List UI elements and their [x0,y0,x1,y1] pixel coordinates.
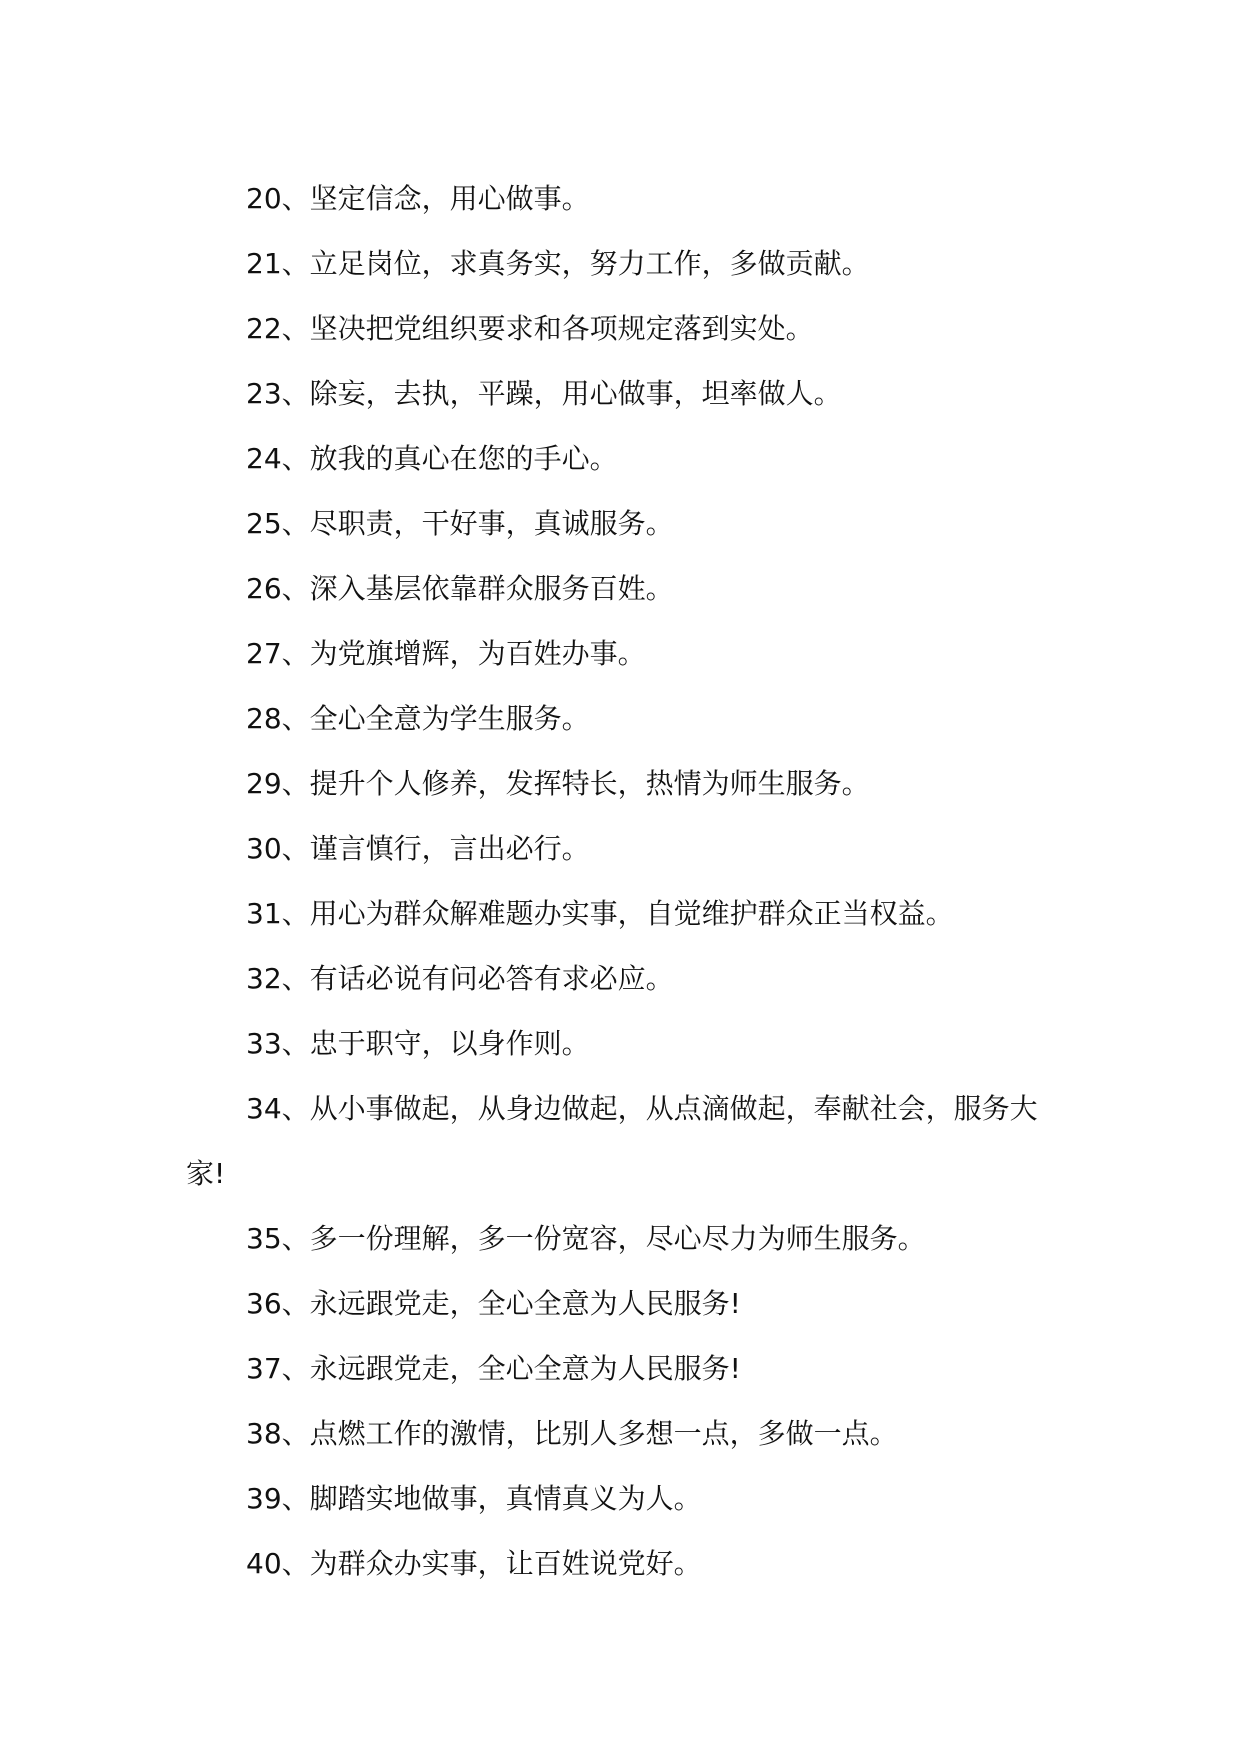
slogan-item-34: 34、从小事做起，从身边做起，从点滴做起，奉献社会，服务大家! [186,1092,1038,1190]
slogan-item-26: 26、深入基层依靠群众服务百姓。 [246,572,674,605]
slogan-item-31: 31、用心为群众解难题办实事，自觉维护群众正当权益。 [246,897,954,930]
slogan-item-36: 36、永远跟党走，全心全意为人民服务! [246,1287,741,1320]
slogan-item-25: 25、尽职责，干好事，真诚服务。 [246,507,674,540]
slogan-item-29: 29、提升个人修养，发挥特长，热情为师生服务。 [246,767,870,800]
slogan-item-39: 39、脚踏实地做事，真情真义为人。 [246,1482,702,1515]
slogan-item-27: 27、为党旗增辉，为百姓办事。 [246,637,646,670]
slogan-item-32: 32、有话必说有问必答有求必应。 [246,962,674,995]
slogan-item-28: 28、全心全意为学生服务。 [246,702,590,735]
slogan-item-33: 33、忠于职守，以身作则。 [246,1027,590,1060]
slogan-item-37: 37、永远跟党走，全心全意为人民服务! [246,1352,741,1385]
slogan-item-30: 30、谨言慎行，言出必行。 [246,832,590,865]
slogan-item-22: 22、坚决把党组织要求和各项规定落到实处。 [246,312,814,345]
slogan-item-40: 40、为群众办实事，让百姓说党好。 [246,1547,702,1580]
slogan-item-20: 20、坚定信念，用心做事。 [246,182,590,215]
slogan-item-21: 21、立足岗位，求真务实，努力工作，多做贡献。 [246,247,870,280]
slogan-item-23: 23、除妄，去执，平躁，用心做事，坦率做人。 [246,377,842,410]
document-body [186,166,1066,1596]
slogan-item-24: 24、放我的真心在您的手心。 [246,442,618,475]
slogan-item-38: 38、点燃工作的激情，比别人多想一点，多做一点。 [246,1417,898,1450]
slogan-item-35: 35、多一份理解，多一份宽容，尽心尽力为师生服务。 [246,1222,926,1255]
